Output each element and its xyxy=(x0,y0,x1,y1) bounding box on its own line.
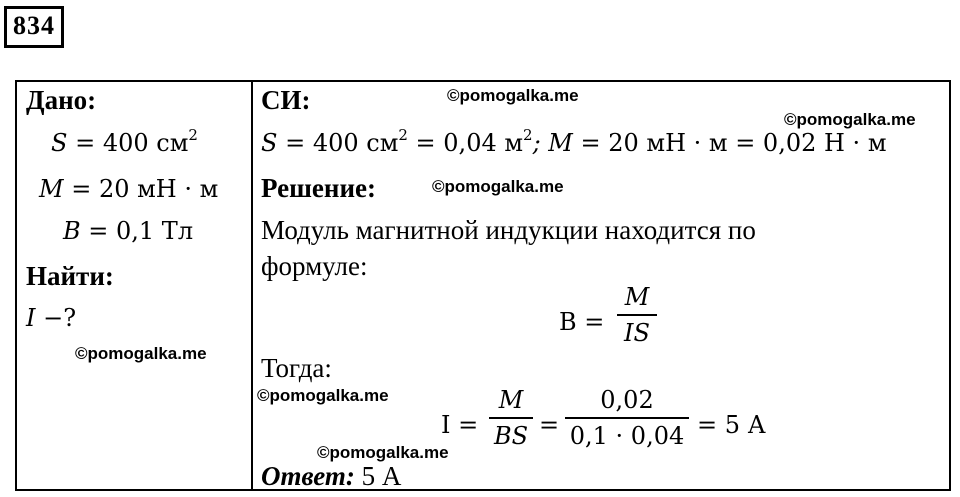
answer-value: 5 А xyxy=(354,461,402,491)
si-conversion: S = 400 $см^2 = 0,04$ $м^2$; M = 20 мН · м = 0,02 Н · м xyxy=(261,126,887,157)
formula-current-denominator2: 0,1 · 0,04 xyxy=(569,422,685,450)
formula-current-denominator1: BS xyxy=(493,422,529,450)
watermark: ©pomogalka.me xyxy=(257,386,389,405)
watermark: ©pomogalka.me xyxy=(447,86,579,105)
watermark: ©pomogalka.me xyxy=(317,443,449,462)
given-heading: Дано: xyxy=(26,85,97,115)
problem-number: 834 xyxy=(4,6,64,48)
answer-label: Ответ: xyxy=(261,461,355,491)
si-heading: СИ: xyxy=(261,85,311,115)
formula-induction-lhs: B = xyxy=(559,308,605,336)
fraction-bar xyxy=(617,314,657,316)
watermark: ©pomogalka.me xyxy=(432,177,564,196)
fraction-bar xyxy=(489,417,533,419)
formula-current-numerator1: M xyxy=(498,386,524,414)
find-current: I −? xyxy=(26,304,77,332)
formula-induction-fraction xyxy=(617,282,657,348)
given-area: S = 400 $см^2$ xyxy=(51,126,198,157)
watermark: ©pomogalka.me xyxy=(784,110,916,129)
formula-current-numerator2: 0,02 xyxy=(600,386,654,414)
watermark: ©pomogalka.me xyxy=(75,344,207,363)
solution-text-line1: Модуль магнитной индукции находится по xyxy=(261,215,756,245)
given-induction: B = 0,1 Тл xyxy=(63,217,194,245)
solution-heading: Решение: xyxy=(261,173,376,203)
formula-induction-numerator: M xyxy=(624,283,650,311)
fraction-bar xyxy=(565,417,689,419)
formula-induction-denominator: IS xyxy=(624,319,650,347)
find-heading: Найти: xyxy=(26,261,114,291)
formula-current-lhs: I = xyxy=(441,411,479,439)
formula-current-result: = 5 А xyxy=(697,411,766,439)
answer xyxy=(261,460,401,492)
formula-current-equals: = xyxy=(539,411,560,439)
then-label: Тогда: xyxy=(261,353,332,383)
given-torque: M = 20 мН · м xyxy=(39,175,219,203)
solution-table xyxy=(15,80,951,491)
solution-text-line2: формуле: xyxy=(261,251,368,281)
formula-current-fraction1 xyxy=(489,385,533,451)
formula-current-fraction2 xyxy=(565,385,689,451)
column-divider xyxy=(251,82,253,489)
